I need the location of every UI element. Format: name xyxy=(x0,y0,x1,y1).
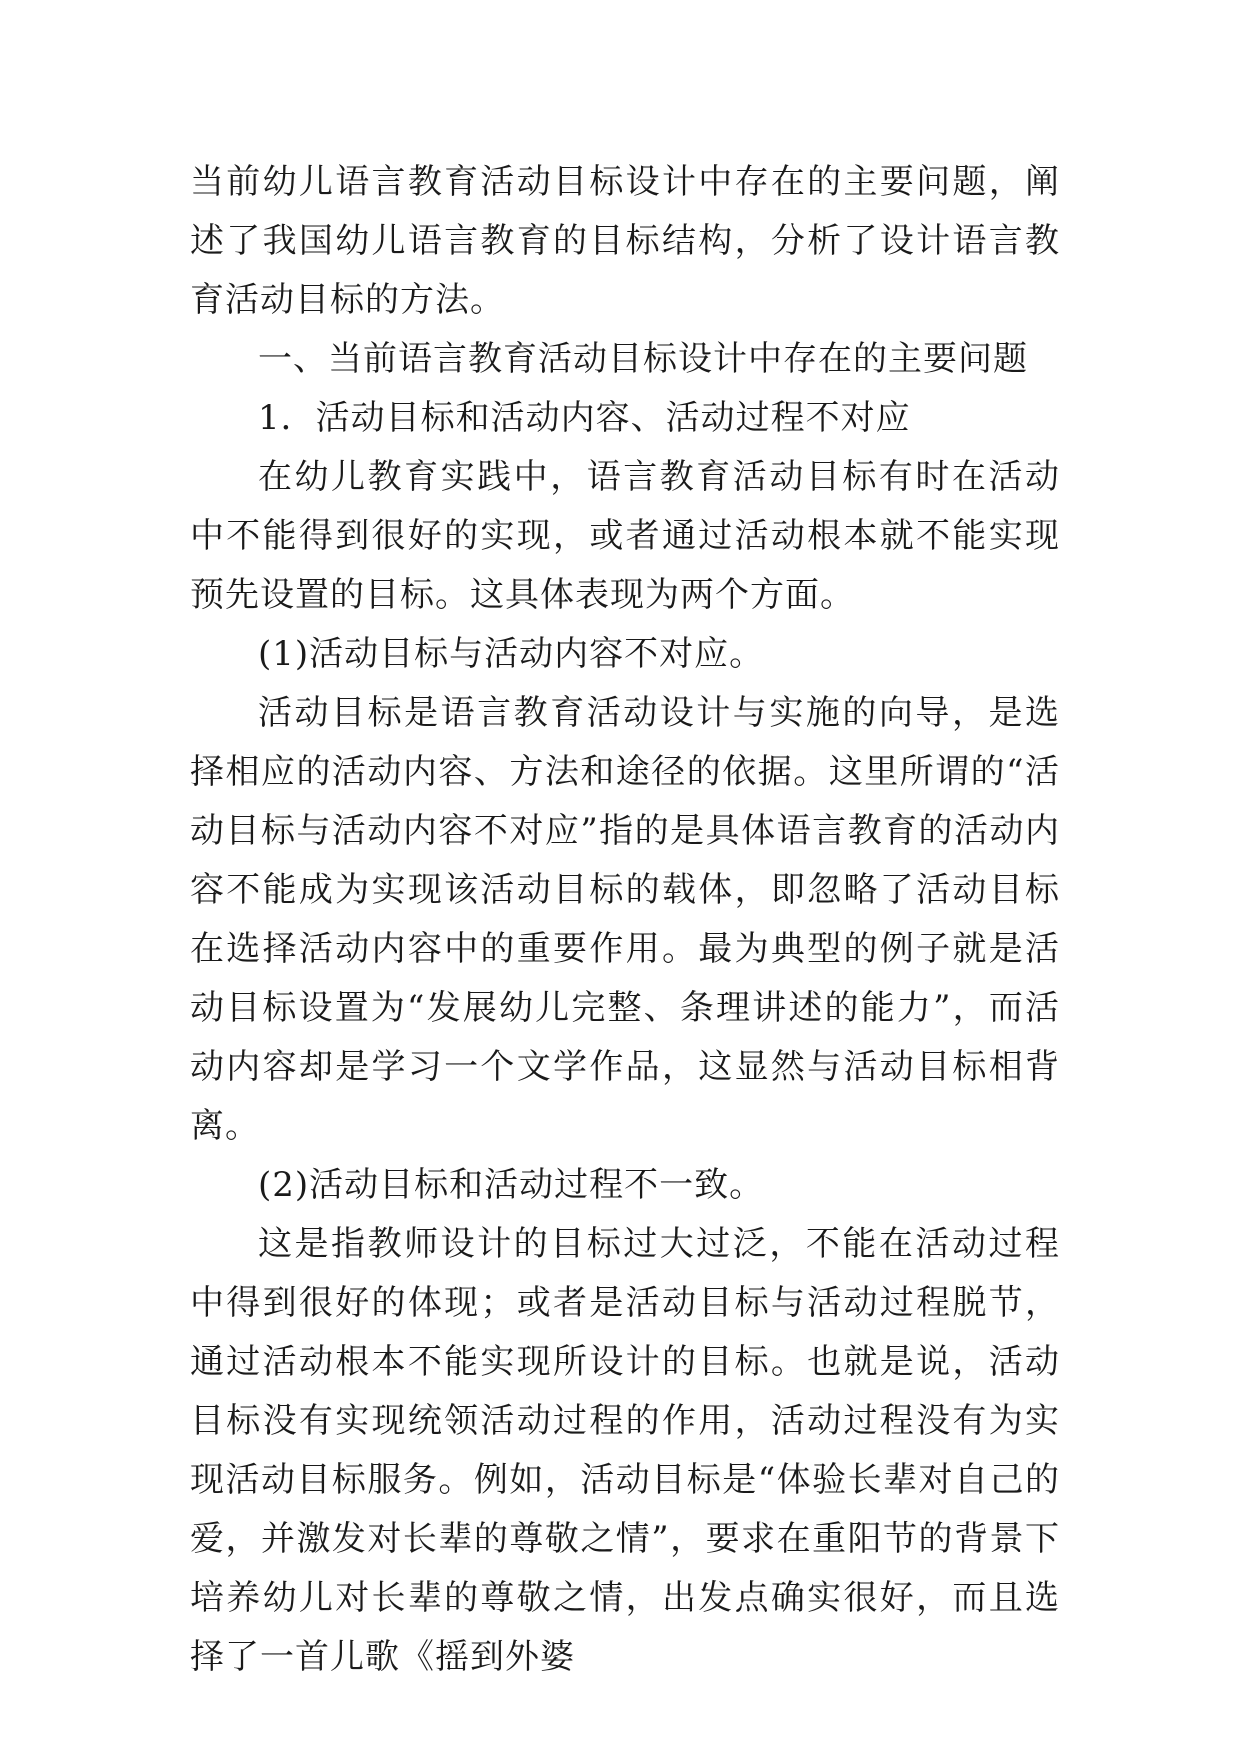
point-heading-1: (1)活动目标与活动内容不对应。 xyxy=(258,634,765,674)
section-heading: 一、当前语言教育活动目标设计中存在的主要问题 xyxy=(258,339,1028,379)
paragraph-process-mismatch: 这是指教师设计的目标过大过泛，不能在活动过程中得到很好的体现；或者是活动目标与活动过程脱节，通过活动根本不能实现所设计的目标。也就是说，活动目标没有实现统领活动过程的作用，活动过程没有为实现活动目标服务。例如，活动目标是“体验长辈对自己的爱，并激发对长辈的尊敬之情”，要求在重阳节的背景下培养幼儿对长辈的尊敬之情，出发点确实很好，而且选择了一首儿歌《摇到外婆 xyxy=(190,1224,1060,1677)
subsection-heading: 1．活动目标和活动内容、活动过程不对应 xyxy=(258,398,911,438)
document-body xyxy=(190,153,1060,1687)
point-heading-2: (2)活动目标和活动过程不一致。 xyxy=(258,1165,765,1205)
paragraph-practice: 在幼儿教育实践中，语言教育活动目标有时在活动中不能得到很好的实现，或者通过活动根本就不能实现预先设置的目标。这具体表现为两个方面。 xyxy=(190,457,1060,615)
paragraph-intro: 当前幼儿语言教育活动目标设计中存在的主要问题，阐述了我国幼儿语言教育的目标结构，分析了设计语言教育活动目标的方法。 xyxy=(190,162,1060,320)
paragraph-content-mismatch: 活动目标是语言教育活动设计与实施的向导，是选择相应的活动内容、方法和途径的依据。这里所谓的“活动目标与活动内容不对应”指的是具体语言教育的活动内容不能成为实现该活动目标的载体，即忽略了活动目标在选择活动内容中的重要作用。最为典型的例子就是活动目标设置为“发展幼儿完整、条理讲述的能力”，而活动内容却是学习一个文学作品，这显然与活动目标相背离。 xyxy=(190,693,1060,1146)
